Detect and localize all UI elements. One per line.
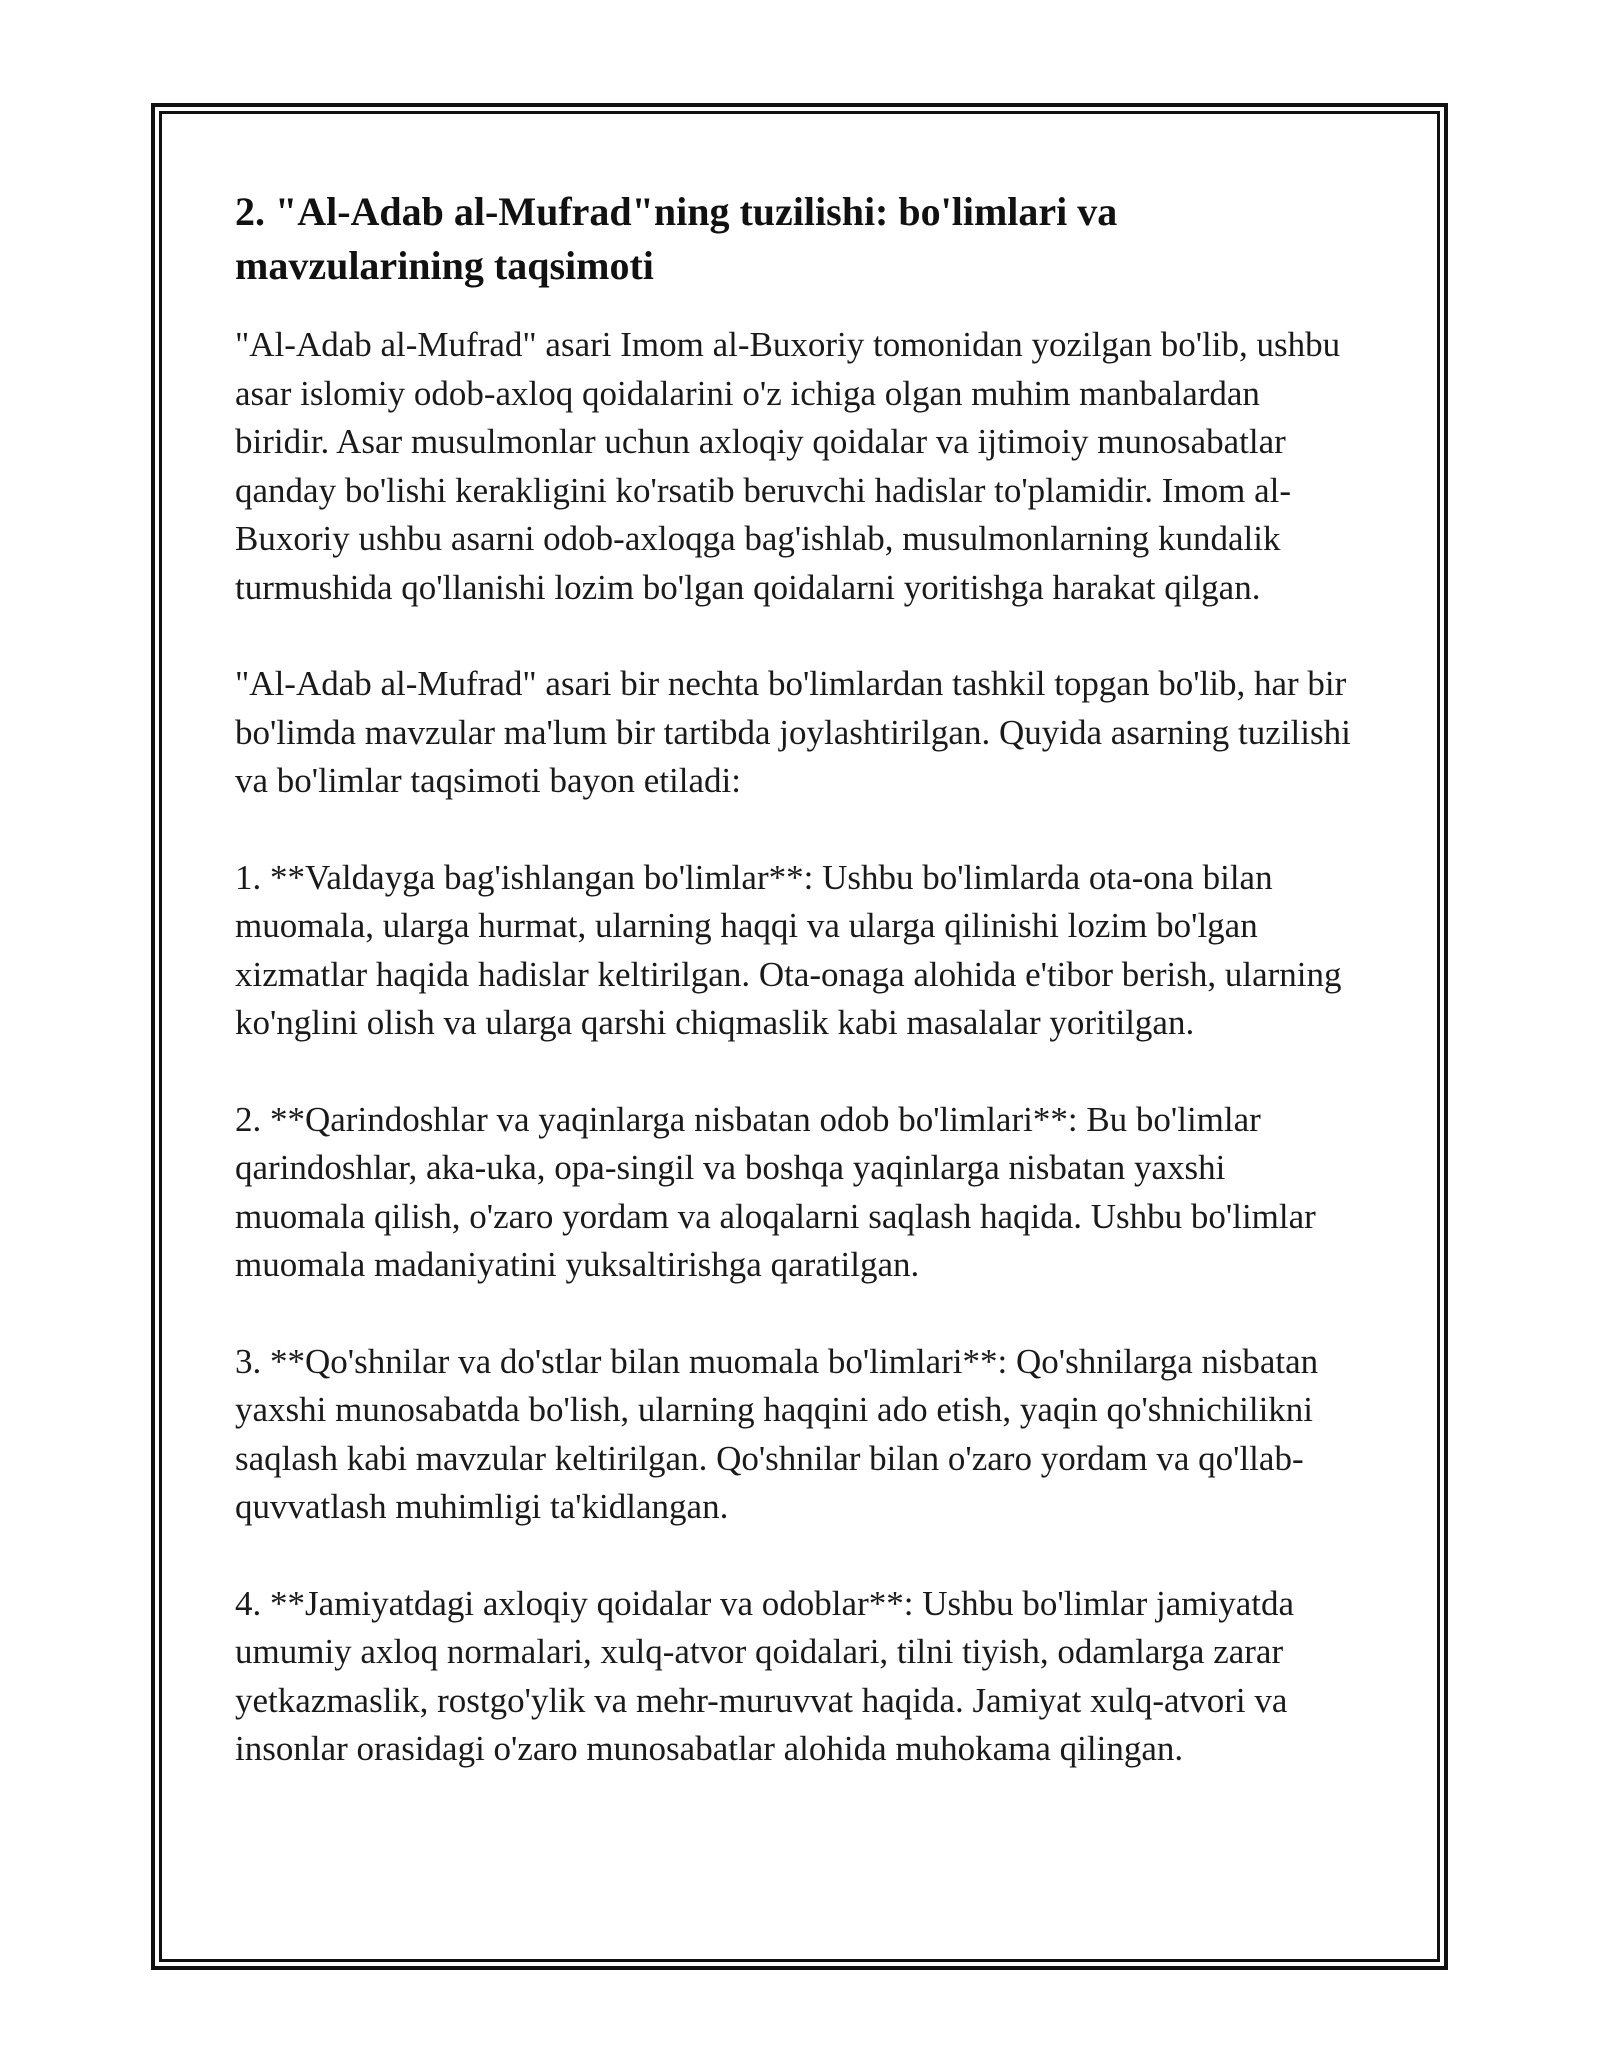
list-item-parents: 1. **Valdayga bag'ishlangan bo'limlar**: Ushbu bo'limlarda ota-ona bilan muomala, ularga hurmat, ularning haqqi va ularga qilinishi lozim bo'lgan xizmatlar haqida hadislar keltirilgan. Ota-onaga alohida e'tibor berish, ularning ko'nglini olish va ularga qarshi chiqmaslik kabi masalalar yoritilgan. xyxy=(235,857,1342,1042)
section-heading: 2. "Al-Adab al-Mufrad"ning tuzilishi: bo'limlari va mavzularining taqsimoti xyxy=(235,189,1118,288)
list-item-society: 4. **Jamiyatdagi axloqiy qoidalar va odoblar**: Ushbu bo'limlar jamiyatda umumiy axloq normalari, xulq-atvor qoidalari, tilni tiyish, odamlarga zarar yetkazmaslik, rostgo'ylik va mehr-muruvvat haqida. Jamiyat xulq-atvori va insonlar orasidagi o'zaro munosabatlar alohida muhokama qilingan. xyxy=(235,1583,1294,1768)
paragraph-structure: "Al-Adab al-Mufrad" asari bir nechta bo'limlardan tashkil topgan bo'lib, har bir bo'limda mavzular ma'lum bir tartibda joylashtirilgan. Quyida asarning tuzilishi va bo'limlar taqsimoti bayon etiladi: xyxy=(235,664,1351,800)
list-item-neighbors: 3. **Qo'shnilar va do'stlar bilan muomala bo'limlari**: Qo'shnilarga nisbatan yaxshi munosabatda bo'lish, ularning haqqini ado etish, yaqin qo'shnichilikni saqlash kabi mavzular keltirilgan. Qo'shnilar bilan o'zaro yordam va qo'llab-quvvatlash muhimligi ta'kidlangan. xyxy=(235,1341,1319,1526)
document-body xyxy=(235,185,1355,1822)
list-item-relatives: 2. **Qarindoshlar va yaqinlarga nisbatan odob bo'limlari**: Bu bo'limlar qarindoshlar, aka-uka, opa-singil va boshqa yaqinlarga nisbatan yaxshi muomala qilish, o'zaro yordam va aloqalarni saqlash haqida. Ushbu bo'limlar muomala madaniyatini yuksaltirishga qaratilgan. xyxy=(235,1099,1316,1284)
paragraph-intro: "Al-Adab al-Mufrad" asari Imom al-Buxoriy tomonidan yozilgan bo'lib, ushbu asar islomiy odob-axloq qoidalarini o'z ichiga olgan muhim manbalardan biridir. Asar musulmonlar uchun axloqiy qoidalar va ijtimoiy munosabatlar qanday bo'lishi kerakligini ko'rsatib beruvchi hadislar to'plamidir. Imom al-Buxoriy ushbu asarni odob-axloqga bag'ishlab, musulmonlarning kundalik turmushida qo'llanishi lozim bo'lgan qoidalarni yoritishga harakat qilgan. xyxy=(235,325,1341,607)
